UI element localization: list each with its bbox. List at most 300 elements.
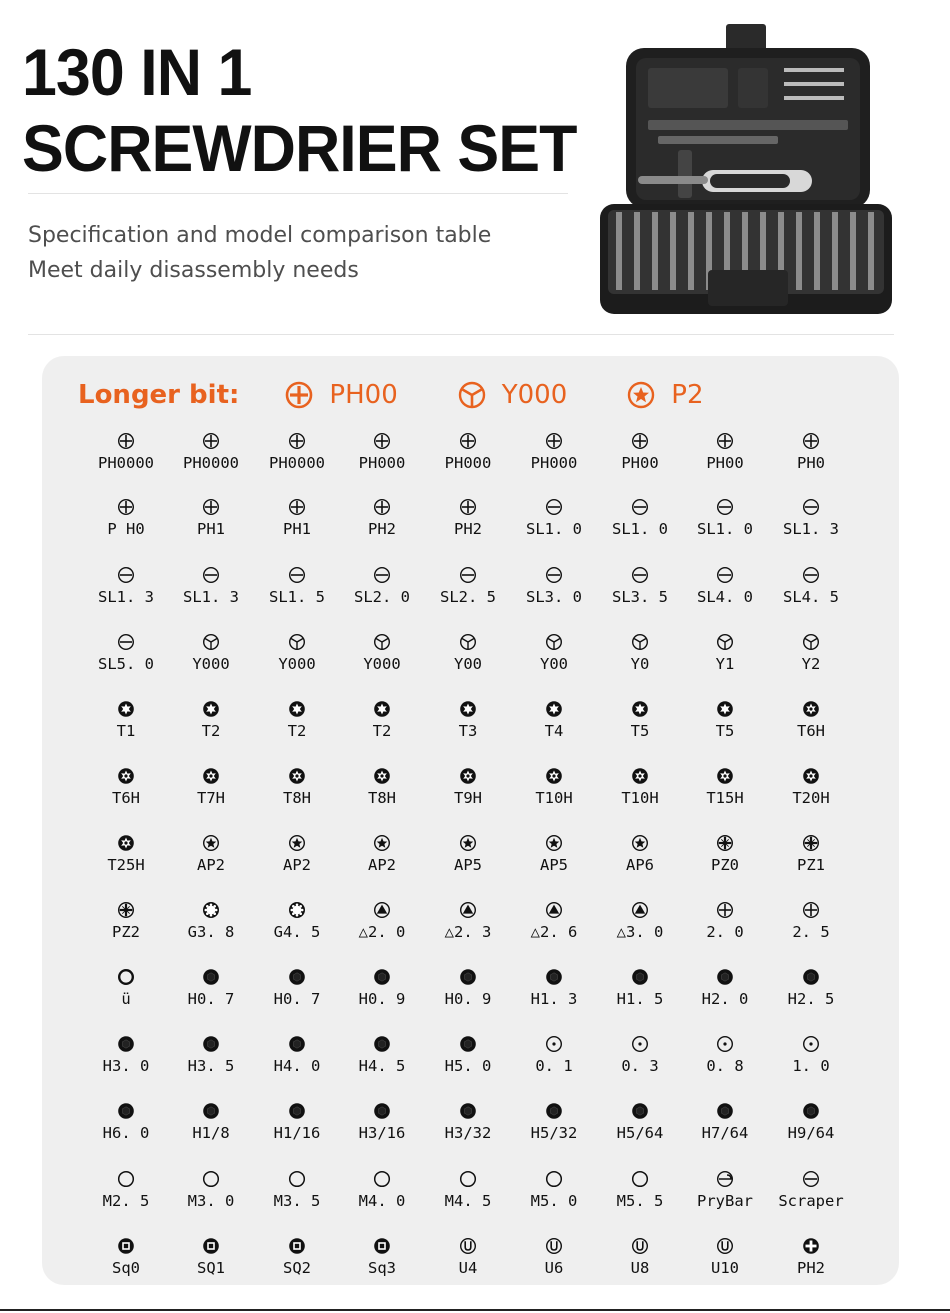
bit-cell [166,1102,256,1152]
bit-cell [252,1237,342,1287]
bit-label: Y00 [454,655,482,673]
bit-cell [252,1170,342,1220]
bit-label: U4 [458,1259,478,1277]
bit-label: H5/64 [616,1124,664,1142]
bit-label: H1/16 [273,1124,321,1142]
torx-icon [117,700,135,718]
hex-icon [202,1035,220,1053]
bit-cell [252,432,342,482]
bit-label: M2. 5 [102,1192,150,1210]
bit-cell [509,968,599,1018]
bit-label: AP2 [368,856,396,874]
bit-cell [81,1035,171,1085]
bit-label: T6H [797,722,825,740]
bit-label: PH0000 [269,454,325,472]
hex-icon [202,1102,220,1120]
bit-cell [423,1237,513,1287]
bit-cell [423,834,513,884]
slotted-icon [545,566,563,584]
bit-cell [509,901,599,951]
phillips-icon [373,498,391,516]
bit-cell [337,1237,427,1287]
torxh-icon [459,767,477,785]
dot-icon [716,1035,734,1053]
bit-label: SL1. 0 [526,520,582,538]
hex-icon [631,968,649,986]
bit-label: T1 [116,722,136,740]
bit-cell [766,633,856,683]
torxh-icon [202,767,220,785]
ushape-icon [716,1237,734,1255]
bit-label: SL1. 0 [697,520,753,538]
bit-cell [166,432,256,482]
bit-label: M3. 5 [273,1192,321,1210]
bit-cell [595,1170,685,1220]
bit-label: △2. 6 [530,923,578,941]
hex-icon [459,968,477,986]
bit-cell [337,1035,427,1085]
bit-cell [252,1035,342,1085]
bit-label: H1. 3 [530,990,578,1008]
hex-icon [117,1035,135,1053]
ushape-icon [545,1237,563,1255]
bit-cell [680,700,770,750]
bit-label: 2. 0 [706,923,744,941]
dot-icon [802,1035,820,1053]
bit-label: SL2. 0 [354,588,410,606]
circle-icon [288,1170,306,1188]
bit-label: H3/32 [444,1124,492,1142]
hex-icon [117,1102,135,1120]
bit-cell [423,1102,513,1152]
bit-label: SL1. 3 [183,588,239,606]
bit-cell [595,566,685,616]
bit-cell [81,767,171,817]
torxh-icon [631,767,649,785]
bit-cell [252,633,342,683]
bit-cell [81,968,171,1018]
bit-label: PZ1 [797,856,825,874]
bit-cell [509,700,599,750]
bit-label: PH000 [444,454,492,472]
hex-icon [545,968,563,986]
bit-cell [423,1035,513,1085]
bit-label: H0. 9 [358,990,406,1008]
bit-cell [766,1237,856,1287]
bit-label: T3 [458,722,478,740]
phillips-icon [459,498,477,516]
triwing-icon [802,633,820,651]
bit-cell [680,767,770,817]
bit-cell [423,901,513,951]
pozi-icon [802,834,820,852]
bit-cell [423,566,513,616]
bit-cell [337,498,427,548]
bit-label: H0. 7 [187,990,235,1008]
bit-cell [680,1170,770,1220]
hex-icon [373,1102,391,1120]
hex-icon [202,968,220,986]
bit-label: SL4. 5 [783,588,839,606]
bit-label: T25H [107,856,145,874]
bit-label: PZ0 [711,856,739,874]
bit-label: P H0 [107,520,145,538]
bit-label: SL1. 0 [612,520,668,538]
phillips-icon [202,432,220,450]
bit-label: SL3. 0 [526,588,582,606]
phillips-icon [202,498,220,516]
phillips-icon [459,432,477,450]
bit-cell [252,968,342,1018]
torxh-icon [373,767,391,785]
bit-cell [680,1035,770,1085]
gear-icon [202,901,220,919]
bit-cell [766,700,856,750]
star-icon [459,834,477,852]
gear-icon [288,901,306,919]
slotted-icon [545,498,563,516]
torx-icon [459,700,477,718]
star-icon [288,834,306,852]
bit-label: H1/8 [192,1124,230,1142]
triwing-icon [202,633,220,651]
phillips-icon [288,432,306,450]
triangle-icon [373,901,391,919]
star-icon [373,834,391,852]
bit-label: PH00 [706,454,744,472]
ushape-icon [459,1237,477,1255]
bit-label: T8H [283,789,311,807]
triangle-icon [545,901,563,919]
bit-label: PH0000 [98,454,154,472]
bit-cell [166,1237,256,1287]
triwing-icon [545,633,563,651]
bit-cell [509,498,599,548]
slotted-icon [631,566,649,584]
bit-cell [252,1102,342,1152]
bit-label: H3. 0 [102,1057,150,1075]
slotted-icon [459,566,477,584]
hex-icon [716,1102,734,1120]
bit-cell [423,432,513,482]
bit-cell [81,1237,171,1287]
bit-cell [595,498,685,548]
bit-label: M5. 0 [530,1192,578,1210]
bit-cell [595,1102,685,1152]
bit-cell [680,1102,770,1152]
bit-label: SQ2 [283,1259,311,1277]
bit-label: H2. 5 [787,990,835,1008]
bit-cell [337,1170,427,1220]
torx-icon [202,700,220,718]
bit-label: T8H [368,789,396,807]
bit-cell [166,834,256,884]
bit-label: H0. 9 [444,990,492,1008]
bit-label: Y000 [192,655,230,673]
bit-label: PH2 [454,520,482,538]
bit-cell [166,1035,256,1085]
bit-label: Sq0 [112,1259,140,1277]
bit-cell [766,1035,856,1085]
bit-cell [337,1102,427,1152]
bit-label: 0. 1 [535,1057,573,1075]
triwing-icon [373,633,391,651]
bit-label: PH0000 [183,454,239,472]
bit-cell [81,1170,171,1220]
bit-label: H5. 0 [444,1057,492,1075]
title-line-2: SCREWDRIER SET [22,111,577,185]
longer-bits-label: Longer bit: [78,380,240,410]
bit-cell [766,767,856,817]
bit-cell [680,498,770,548]
slotted-icon [202,566,220,584]
bit-label: M4. 5 [444,1192,492,1210]
bit-cell [766,1102,856,1152]
bit-label: PH1 [283,520,311,538]
torxh-icon [288,767,306,785]
square-icon [117,1237,135,1255]
triwing-icon [459,633,477,651]
bit-label: H0. 7 [273,990,321,1008]
triwing-icon [631,633,649,651]
bit-label: T5 [630,722,650,740]
square-icon [373,1237,391,1255]
bit-cell [680,566,770,616]
bit-cell [337,767,427,817]
bit-label: Y0 [630,655,650,673]
hex-icon [802,968,820,986]
bit-cell [509,1035,599,1085]
bit-label: PH0 [797,454,825,472]
bit-cell [766,834,856,884]
bit-label: 0. 8 [706,1057,744,1075]
bit-label: PH000 [358,454,406,472]
bit-cell [766,498,856,548]
bit-label: SL5. 0 [98,655,154,673]
bit-cell [509,566,599,616]
bit-cell [81,901,171,951]
bit-cell [166,767,256,817]
slotted-icon [117,633,135,651]
bit-cell [81,700,171,750]
bit-label: SL1. 5 [269,588,325,606]
bit-cell [252,901,342,951]
bit-label: ü [121,990,131,1008]
bit-cell [509,1237,599,1287]
bit-cell [595,767,685,817]
bit-cell [166,633,256,683]
dot-icon [545,1035,563,1053]
title-line-1: 130 IN 1 [22,35,252,109]
bit-cell [81,498,171,548]
bit-cell [680,834,770,884]
triangle-icon [459,901,477,919]
bit-cell [509,1102,599,1152]
bit-cell [337,566,427,616]
bit-label: G4. 5 [273,923,321,941]
phillips-bold-icon [802,1237,820,1255]
subtitle-line-2: Meet daily disassembly needs [28,258,359,283]
bit-cell [252,767,342,817]
bit-label: AP2 [197,856,225,874]
bit-label: T2 [372,722,392,740]
bit-cell [680,1237,770,1287]
bit-label: T2 [287,722,307,740]
circle-icon [545,1170,563,1188]
square-icon [202,1237,220,1255]
ring-icon [117,968,135,986]
slotted-icon [373,566,391,584]
bit-label: H5/32 [530,1124,578,1142]
bit-cell [423,633,513,683]
square-icon [288,1237,306,1255]
torxh-icon [117,767,135,785]
bit-label: Scraper [778,1192,844,1210]
bit-label: 1. 0 [792,1057,830,1075]
torxh-icon [716,767,734,785]
bit-cell [680,901,770,951]
torxh-icon [802,767,820,785]
bit-label: T10H [535,789,573,807]
bit-label: PH2 [368,520,396,538]
bit-cell [509,767,599,817]
bit-cell [337,432,427,482]
bit-label: 2. 5 [792,923,830,941]
torx-icon [545,700,563,718]
bit-cell [81,1102,171,1152]
bit-label: U10 [711,1259,739,1277]
phillips-icon [373,432,391,450]
circle-icon [117,1170,135,1188]
longer-bit-label: P2 [671,380,704,410]
bit-cell [252,700,342,750]
bit-label: △3. 0 [616,923,664,941]
phillips-icon [545,432,563,450]
bit-label: T2 [201,722,221,740]
bit-cell [423,968,513,1018]
bit-cell [595,700,685,750]
prybar-icon [716,1170,734,1188]
bit-label: T6H [112,789,140,807]
pozi-icon [117,901,135,919]
bit-cell [766,566,856,616]
star-icon [545,834,563,852]
bit-cell [337,901,427,951]
bit-cell [337,968,427,1018]
slotted-icon [716,566,734,584]
circle-icon [631,1170,649,1188]
circle-icon [202,1170,220,1188]
bit-label: H9/64 [787,1124,835,1142]
bit-label: △2. 0 [358,923,406,941]
bit-cell [509,432,599,482]
bit-label: PZ2 [112,923,140,941]
bit-label: SL1. 3 [783,520,839,538]
bit-label: SQ1 [197,1259,225,1277]
bit-cell [81,834,171,884]
bit-label: SL2. 5 [440,588,496,606]
bit-label: PH000 [530,454,578,472]
bit-label: AP5 [540,856,568,874]
bit-cell [166,700,256,750]
phillips-icon [716,901,734,919]
bit-label: T4 [544,722,564,740]
ushape-icon [631,1237,649,1255]
pozi-icon [716,834,734,852]
phillips-icon [117,498,135,516]
hex-icon [288,1035,306,1053]
bit-cell [81,633,171,683]
torxh-icon [117,834,135,852]
bit-cell [595,1237,685,1287]
bit-label: PH00 [621,454,659,472]
hex-icon [459,1102,477,1120]
triangle-icon [631,901,649,919]
longer-bit-label: Y000 [501,380,568,410]
hex-icon [288,1102,306,1120]
star-icon [202,834,220,852]
slotted-icon [716,498,734,516]
bit-cell [595,1035,685,1085]
hex-icon [716,968,734,986]
torxh-icon [802,700,820,718]
bit-label: Y000 [278,655,316,673]
bit-label: U6 [544,1259,564,1277]
bit-label: 0. 3 [621,1057,659,1075]
bit-cell [423,767,513,817]
bit-label: H1. 5 [616,990,664,1008]
bit-label: M4. 0 [358,1192,406,1210]
bit-cell [595,432,685,482]
bit-cell [166,968,256,1018]
bit-label: H2. 0 [701,990,749,1008]
bit-label: PH1 [197,520,225,538]
bit-cell [423,498,513,548]
hex-icon [288,968,306,986]
circle-icon [373,1170,391,1188]
bit-cell [509,1170,599,1220]
bit-label: M5. 5 [616,1192,664,1210]
hex-icon [802,1102,820,1120]
bit-cell [595,901,685,951]
star-icon [631,834,649,852]
slotted-icon [631,498,649,516]
circle-icon [459,1170,477,1188]
torx-icon [288,700,306,718]
bit-label: H7/64 [701,1124,749,1142]
bit-cell [337,834,427,884]
slotted-icon [117,566,135,584]
bit-label: PH2 [797,1259,825,1277]
bit-cell [766,1170,856,1220]
bit-label: Y00 [540,655,568,673]
phillips-icon [117,432,135,450]
bit-cell [509,633,599,683]
bit-label: T20H [792,789,830,807]
bit-label: G3. 8 [187,923,235,941]
bit-label: H3/16 [358,1124,406,1142]
bit-cell [252,834,342,884]
bit-cell [766,968,856,1018]
bit-label: M3. 0 [187,1192,235,1210]
bit-cell [423,1170,513,1220]
bit-cell [337,633,427,683]
longer-bit-label: PH00 [329,380,398,410]
bit-label: AP2 [283,856,311,874]
subtitle-line-1: Specification and model comparison table [28,223,492,248]
hex-icon [373,968,391,986]
bit-label: Y1 [715,655,735,673]
